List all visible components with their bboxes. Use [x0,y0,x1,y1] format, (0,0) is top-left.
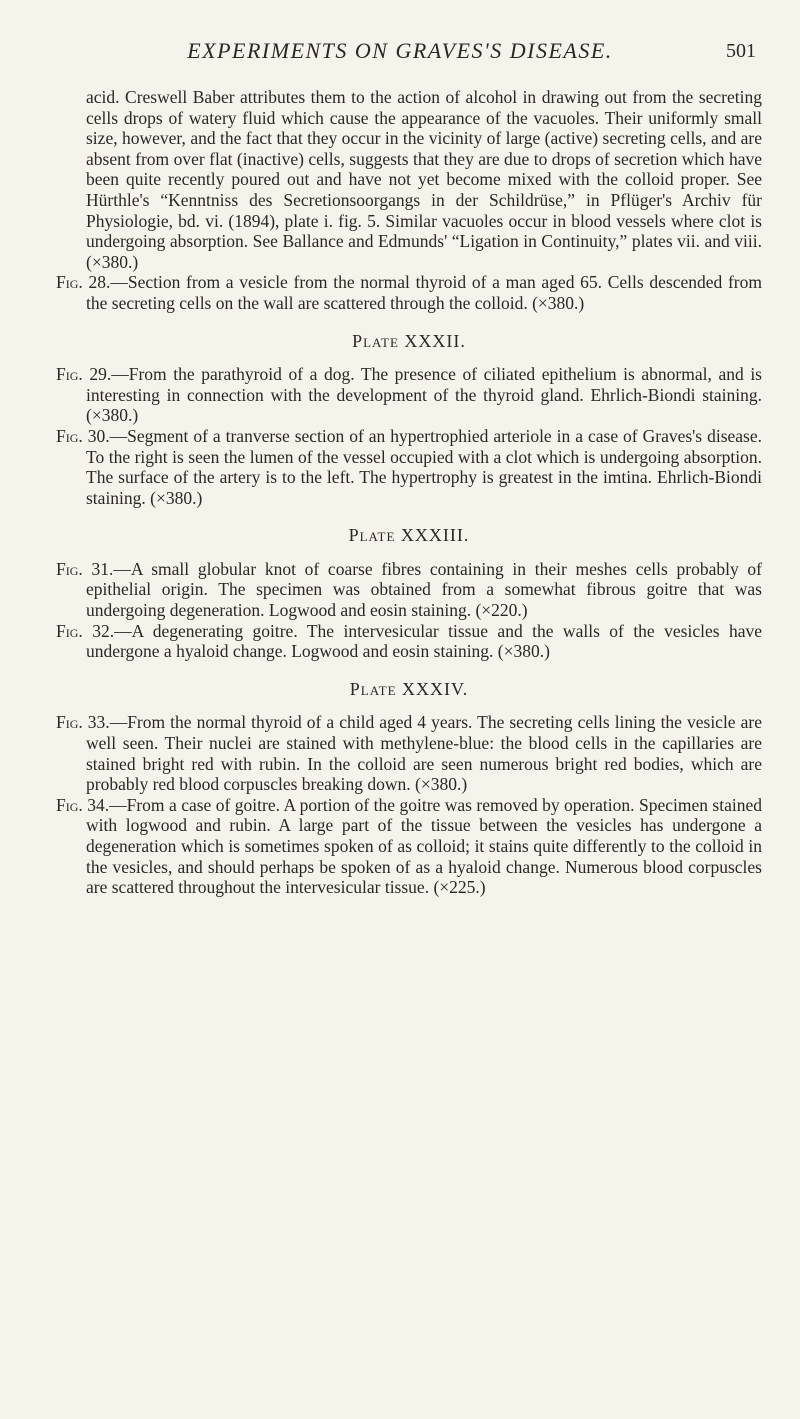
continued-paragraph: acid. Creswell Baber attributes them to the action of alcohol in drawing out from the secreting cells drops of watery fluid which cause the appearance of the vacuoles. Their uniformly small size, however, and the fact that they occur in the vicinity of large (active) secreting cells, and are absent from over flat (inactive) cells, suggests that they are due to drops of secretion which have been quite recently poured out and have not yet become mixed with the colloid proper. See Hürthle's “Kenntniss des Secretionsoorgangs in der Schildrüse,” in Pflüger's Archiv für Physiologie, bd. vi. (1894), plate i. fig. 5. Similar vacuoles occur in blood vessels where clot is undergoing absorption. See Ballance and Edmunds' “Ligation in Continuity,” plates vii. and viii. (×380.) [86,87,762,272]
figure-caption-32 [56,621,762,662]
figure-caption-33 [56,712,762,794]
figure-caption-30 [56,426,762,508]
figure-description: —A degenerating goitre. The intervesicular tissue and the walls of the vesicles have undergone a hyaloid change. Logwood and eosin staining. (×380.) [86,620,762,662]
running-head [0,38,800,66]
plate-heading: Plate XXXIII. [348,525,470,546]
figure-description: —A small globular knot of coarse fibres containing in their meshes cells probably of epithelial origin. The specimen was obtained from a somewhat fibrous goitre that was undergoing degeneration. Logwood and eosin staining. (×220.) [86,558,762,621]
figure-caption-29 [56,364,762,426]
figure-caption-31 [56,559,762,621]
figure-description: —Segment of a tranverse section of an hypertrophied arteriole in a case of Graves's disease. To the right is seen the lumen of the vessel occupied with a clot which is undergoing absorption. The surface of the artery is to the left. The hypertrophy is greatest in the imtina. Ehrlich-Biondi staining. (×380.) [86,425,762,508]
figure-caption-34 [56,795,762,898]
running-title: EXPERIMENTS ON GRAVES'S DISEASE. [187,38,613,63]
figure-label: Fig. 29. [56,364,112,385]
figure-caption-28 [56,272,762,313]
plate-heading: Plate XXXIV. [349,678,469,699]
figure-label: Fig. 30. [56,425,110,446]
figure-description: —From a case of goitre. A portion of the goitre was removed by operation. Specimen stained with logwood and rubin. A large part of the tissue between the vesicles has undergone a degeneration which is sometimes spoken of as colloid; it stains quite differently to the colloid in the vesicles, and should perhaps be spoken of as a hyaloid change. Numerous blood corpuscles are scattered throughout the intervesicular tissue. (×225.) [86,794,762,898]
figure-label: Fig. 31. [56,558,114,579]
figure-description: —From the parathyroid of a dog. The presence of ciliated epithelium is abnormal, and is interesting in connection with the development of the thyroid gland. Ehrlich-Biondi staining. (×380.) [86,364,762,426]
figure-label: Fig. 32. [56,620,115,641]
figure-label: Fig. 34. [56,794,110,815]
figure-description: —From the normal thyroid of a child aged 4 years. The secreting cells lining the vesicle are well seen. Their nuclei are stained with methylene-blue: the blood cells in the capillaries are stained bright red with rubin. In the colloid are seen numerous bright red bodies, which are probably red blood corpuscles breaking down. (×380.) [86,712,762,795]
figure-label: Fig. 28. [56,272,111,293]
figure-description: —Section from a vesicle from the normal thyroid of a man aged 65. Cells descended from the secreting cells on the wall are scattered through the colloid. (×380.) [86,272,762,313]
body-text [56,87,762,898]
page-number: 501 [726,40,756,62]
plate-heading: Plate XXXII. [352,330,466,351]
figure-label: Fig. 33. [56,712,110,733]
